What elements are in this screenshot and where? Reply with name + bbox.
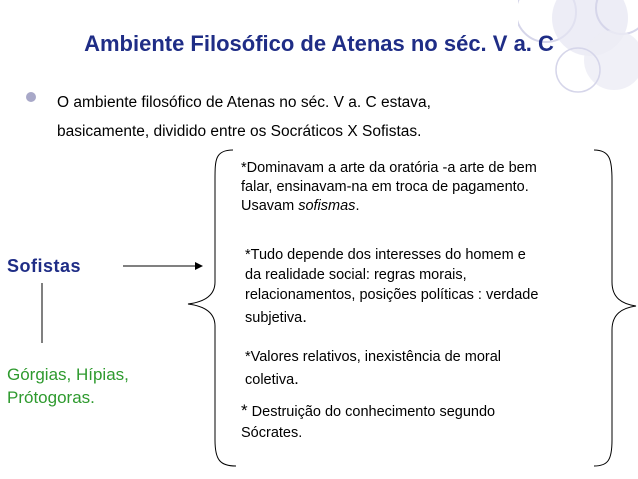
item-line xyxy=(245,368,501,391)
item-text: Usavam xyxy=(241,198,299,214)
item-text: Destruição do conhecimento segundo xyxy=(247,404,496,420)
item-line xyxy=(241,400,495,423)
bullet-line: O ambiente filosófico de Atenas no séc. V a. C estava, xyxy=(57,94,431,111)
item-text: . xyxy=(302,307,307,326)
item-text: . xyxy=(355,198,360,214)
item-line xyxy=(245,307,538,328)
item-line: *Valores relativos, inexistência de moral xyxy=(245,349,502,365)
left-brace xyxy=(188,150,236,466)
item-emphasis: sofismas xyxy=(298,198,356,214)
item-interesses xyxy=(245,245,538,328)
item-oratoria xyxy=(241,159,537,216)
names-line: Prótogoras. xyxy=(7,388,95,407)
item-line: falar, ensinavam-na em troca de pagamento. xyxy=(241,179,529,195)
item-destruicao xyxy=(241,400,495,444)
item-text: coletiva xyxy=(245,372,295,388)
page-title: Ambiente Filosófico de Atenas no séc. V a. C xyxy=(84,31,554,56)
sofistas-heading: Sofistas xyxy=(7,256,82,276)
item-line: da realidade social: regras morais, xyxy=(245,267,467,283)
bullet-line: basicamente, dividido entre os Socráticos X Sofistas. xyxy=(57,123,422,140)
item-text: subjetiva xyxy=(245,310,303,326)
item-line: *Tudo depende dos interesses do homem e xyxy=(245,247,526,263)
names-line: Górgias, Hípias, xyxy=(7,365,129,384)
item-line: *Dominavam a arte da oratória -a arte de bem xyxy=(241,160,537,176)
item-valores xyxy=(245,346,501,391)
right-brace xyxy=(594,150,636,466)
arrow-head-icon xyxy=(195,262,203,270)
item-star: * xyxy=(241,401,248,420)
item-text: . xyxy=(294,369,299,388)
item-line xyxy=(241,197,537,216)
item-line: relacionamentos, posições políticas : verdade xyxy=(245,287,539,303)
item-line: Sócrates. xyxy=(241,425,303,441)
